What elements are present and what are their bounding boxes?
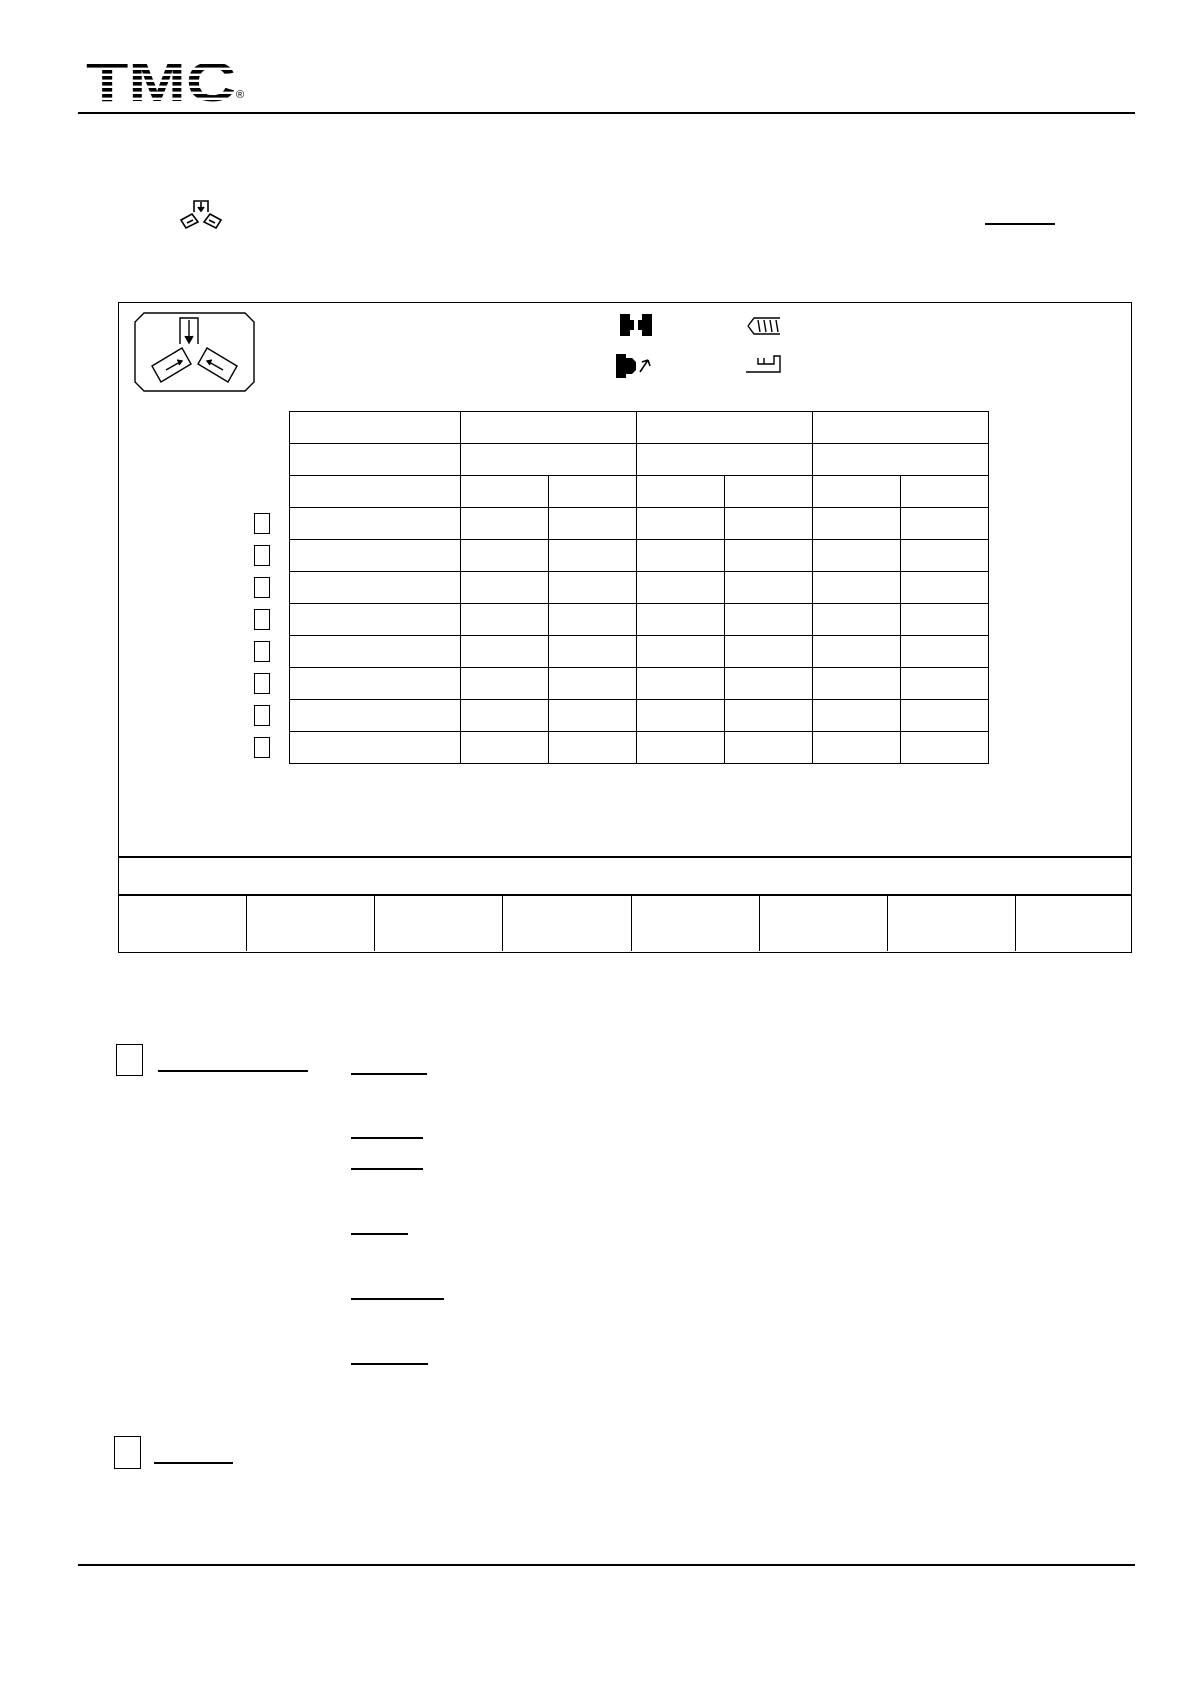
item-underline [351, 1298, 444, 1300]
table-cell[interactable] [901, 604, 989, 636]
item-underline [351, 1073, 427, 1075]
table-cell[interactable] [549, 636, 637, 668]
row-checkbox[interactable] [254, 609, 270, 630]
table-cell [290, 444, 461, 476]
table-cell[interactable] [637, 540, 725, 572]
softkey-5[interactable] [632, 895, 760, 951]
table-cell[interactable] [290, 508, 461, 540]
table-row[interactable] [290, 572, 989, 604]
table-cell [461, 444, 637, 476]
table-cell[interactable] [549, 700, 637, 732]
table-cell[interactable] [461, 636, 549, 668]
table-cell[interactable] [901, 508, 989, 540]
table-cell[interactable] [813, 508, 901, 540]
table-cell[interactable] [901, 732, 989, 764]
row-checkbox[interactable] [254, 577, 270, 598]
table-cell [813, 412, 989, 444]
softkey-8[interactable] [1016, 895, 1131, 951]
table-cell[interactable] [725, 700, 813, 732]
table-cell[interactable] [461, 604, 549, 636]
registered-mark: ® [236, 89, 245, 101]
table-cell [637, 412, 813, 444]
softkey-3[interactable] [375, 895, 503, 951]
table-cell[interactable] [637, 732, 725, 764]
table-cell[interactable] [725, 508, 813, 540]
row-checkbox[interactable] [254, 673, 270, 694]
table-cell [461, 412, 637, 444]
table-cell [901, 476, 989, 508]
row-checkbox[interactable] [254, 641, 270, 662]
table-cell[interactable] [901, 668, 989, 700]
ejector-icon [744, 354, 782, 376]
footer-rule [78, 1564, 1135, 1566]
table-cell [813, 444, 989, 476]
row-checkbox[interactable] [254, 513, 270, 534]
table-cell[interactable] [461, 668, 549, 700]
table-cell[interactable] [290, 572, 461, 604]
section-1-heading-underline [158, 1070, 308, 1072]
row-checkbox[interactable] [254, 705, 270, 726]
table-cell[interactable] [813, 732, 901, 764]
table-row[interactable] [290, 636, 989, 668]
table-cell[interactable] [637, 604, 725, 636]
table-cell[interactable] [901, 540, 989, 572]
table-row[interactable] [290, 668, 989, 700]
softkey-6[interactable] [760, 895, 888, 951]
table-cell [461, 476, 549, 508]
table-cell[interactable] [637, 572, 725, 604]
table-cell[interactable] [901, 636, 989, 668]
table-cell[interactable] [813, 668, 901, 700]
table-row[interactable] [290, 508, 989, 540]
section-2-checkbox [114, 1436, 141, 1469]
softkey-4[interactable] [503, 895, 632, 951]
section-2-heading-underline [154, 1462, 233, 1464]
table-cell[interactable] [901, 700, 989, 732]
table-cell[interactable] [290, 540, 461, 572]
table-cell[interactable] [813, 700, 901, 732]
table-cell[interactable] [290, 668, 461, 700]
table-cell[interactable] [637, 636, 725, 668]
conveyor-icon [746, 316, 782, 336]
table-row [290, 444, 989, 476]
table-cell[interactable] [637, 700, 725, 732]
message-bar [118, 856, 1132, 858]
item-underline [351, 1137, 423, 1139]
table-cell[interactable] [549, 572, 637, 604]
operation-mode-icon [178, 198, 224, 230]
item-underline [351, 1233, 408, 1235]
table-cell[interactable] [901, 572, 989, 604]
table-cell[interactable] [637, 508, 725, 540]
table-cell[interactable] [549, 604, 637, 636]
mold-icon [614, 352, 656, 380]
table-cell[interactable] [290, 700, 461, 732]
table-cell[interactable] [725, 540, 813, 572]
table-cell [290, 476, 461, 508]
table-cell[interactable] [725, 732, 813, 764]
table-cell[interactable] [725, 668, 813, 700]
softkey-7[interactable] [888, 895, 1016, 951]
table-cell[interactable] [461, 508, 549, 540]
table-cell [549, 476, 637, 508]
table-cell[interactable] [549, 668, 637, 700]
table-cell[interactable] [725, 636, 813, 668]
table-row [290, 476, 989, 508]
table-row [290, 412, 989, 444]
header-rule [78, 112, 1135, 114]
table-cell[interactable] [813, 540, 901, 572]
table-cell[interactable] [549, 540, 637, 572]
table-cell [637, 444, 813, 476]
table-cell[interactable] [461, 572, 549, 604]
table-cell[interactable] [549, 508, 637, 540]
table-cell[interactable] [725, 572, 813, 604]
logo [86, 58, 246, 104]
title-underline [985, 223, 1055, 225]
table-cell[interactable] [290, 636, 461, 668]
table-cell[interactable] [813, 572, 901, 604]
table-cell [637, 476, 725, 508]
table-cell[interactable] [725, 604, 813, 636]
table-cell [813, 476, 901, 508]
table-row[interactable] [290, 732, 989, 764]
item-underline [351, 1363, 428, 1365]
table-row[interactable] [290, 700, 989, 732]
table-cell[interactable] [813, 636, 901, 668]
table-cell[interactable] [461, 700, 549, 732]
table-row[interactable] [290, 604, 989, 636]
row-checkbox[interactable] [254, 545, 270, 566]
parameter-table [289, 411, 989, 764]
table-cell[interactable] [549, 732, 637, 764]
table-row[interactable] [290, 540, 989, 572]
table-cell[interactable] [813, 604, 901, 636]
table-cell[interactable] [461, 540, 549, 572]
softkey-2[interactable] [247, 895, 375, 951]
table-cell[interactable] [290, 732, 461, 764]
table-cell [290, 412, 461, 444]
row-checkbox[interactable] [254, 737, 270, 758]
panel-mode-icon [134, 312, 255, 392]
section-1-checkbox [116, 1044, 143, 1076]
item-underline [351, 1168, 423, 1170]
table-cell [725, 476, 813, 508]
table-cell[interactable] [290, 604, 461, 636]
table-cell[interactable] [461, 732, 549, 764]
door-icon [618, 312, 654, 338]
softkey-1[interactable] [119, 895, 247, 951]
table-cell[interactable] [637, 668, 725, 700]
